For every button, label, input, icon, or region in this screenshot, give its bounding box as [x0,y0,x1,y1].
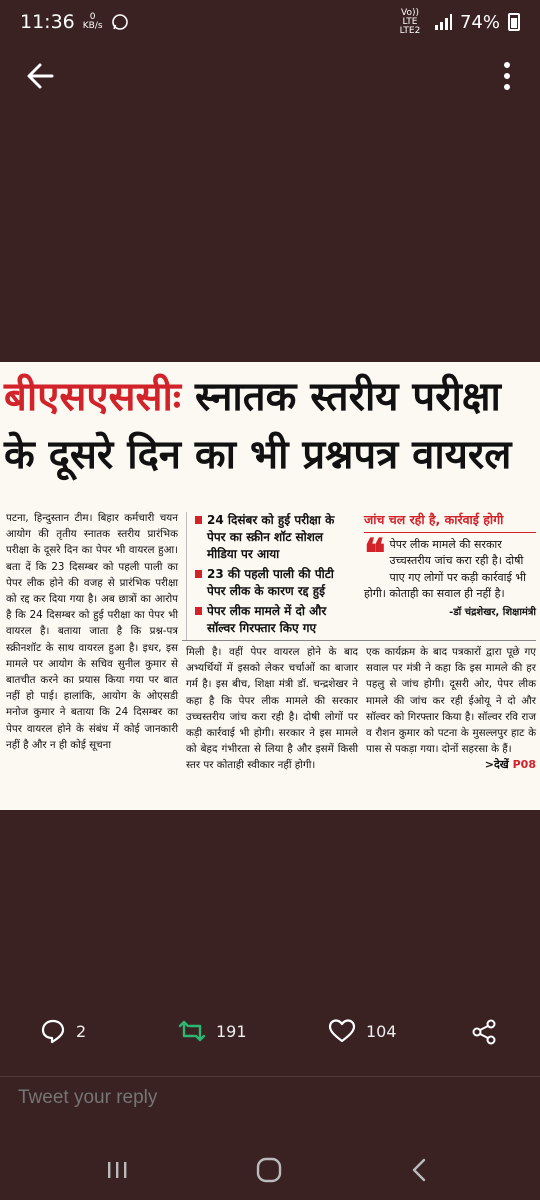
article-column-3 [366,644,536,774]
system-nav-bar [0,1140,540,1200]
newspaper-clipping-image[interactable] [0,362,540,810]
retweet-count: 191 [216,1021,247,1041]
heart-icon [328,1018,356,1044]
data-speed: 0 KB/s [82,12,103,31]
battery-percent: 74% [459,11,500,33]
headline-line-2: के दूसरे दिन का भी प्रश्नपत्र वायरल [4,431,512,478]
retweet-button[interactable] [178,1018,247,1044]
quote-mark-icon: ❝ [364,530,386,577]
quote-text: पेपर लीक मामले की सरकार उच्चस्तरीय जांच करा रही है। दोषी पाए गए लोगों पर कड़ी कार्रवाई भी होगी। कोताही का सवाल ही नहीं है। [364,538,526,601]
more-vertical-icon[interactable] [492,56,522,96]
reply-count: 2 [76,1021,87,1041]
article-column-2: मिली है। वहीं पेपर वायरल होने के बाद अभ्यर्थियों में इसको लेकर चर्चाओं का बाजार गर्म है। इस बीच, शिक्षा मंत्री डॉ. चन्द्रशेखर ने कहा है कि पेपर लीक मामले की सरकार उच्चस्तरीय जांच करा रही है। दोषी लोगों पर कड़ी कार्रवाई भी होगी। सरकार ने इस मामले को बेहद गंभीरता से लिया है और इसमें किसी स्तर पर कोताही स्वीकार नहीं होगी। [186,646,358,772]
reply-button[interactable] [40,1018,86,1044]
share-icon [470,1018,498,1046]
column-divider [182,640,536,641]
highlight-item: पेपर लीक मामले में दो और सॉल्वर गिरफ्तार किए गए [195,603,356,637]
highlights-box [186,512,356,640]
quote-signature: -डॉ चंद्रशेखर, शिक्षामंत्री [449,606,536,618]
headline-black-part: स्नातक स्तरीय परीक्षा [194,373,501,420]
highlight-item: 24 दिसंबर को हुई परीक्षा के पेपर का स्क्रीन शॉट सोशल मीडिया पर आया [195,512,356,563]
reply-composer [0,1076,540,1120]
battery-icon [508,13,520,31]
whatsapp-icon [111,13,129,31]
recents-icon[interactable] [102,1156,132,1184]
reply-input[interactable] [18,1087,498,1109]
image-viewer-topbar [0,48,540,104]
status-bar [0,0,540,44]
share-button[interactable] [470,1018,498,1046]
reply-icon [40,1018,66,1044]
article-headline [4,368,536,484]
network-label: Vo)) LTE LTE2 [399,7,421,36]
signal-icon [434,14,452,30]
like-count: 104 [366,1021,397,1041]
highlight-item: 23 की पहली पाली की पीटी पेपर लीक के कारण रद्द हुई [195,566,356,600]
page-ref: P08 [512,758,536,772]
back-arrow-icon[interactable] [22,58,62,94]
headline-red-part: बीएसएससीः [4,373,181,420]
home-icon[interactable] [254,1156,284,1184]
see-more: >देखें P08 [484,758,536,772]
article-column-3-text: एक कार्यक्रम के बाद पत्रकारों द्वारा पूछे गए सवाल पर मंत्री ने कहा कि इस मामले की हर पहलु से जांच होगी। दूसरी ओर, पेपर लीक मामले की जांच कर रही ईओयू ने दो और सॉल्वर को गिरफ्तार किया है। सॉल्वर रवि राज व रौशन कुमार को पटना के मुसल्लपुर हाट के पास से पकड़ा गया। दोनों सहरसा के हैं। [366,646,536,756]
article-column-1: पटना, हिन्दुस्तान टीम। बिहार कर्मचारी चयन आयोग की तृतीय स्नातक स्तरीय प्रारंभिक परीक्षा के दूसरे दिन का पेपर भी वायरल हुआ। बता दें कि 23 दिसम्बर को पहली पाली का पेपर लीक होने की वजह से प्रारंभिक परीक्षा को रद्द कर दिया गया है। अब छात्रों का आरोप है कि 24 दिसम्बर को हुई परीक्षा का पेपर भी वायरल है। बताया जाता है कि प्रश्न-पत्र स्क्रीनशॉट के साथ वायरल हुआ है। इधर, इस मामले पर आयोग के सचिव सुनील कुमार से बातचीत करने का प्रयास किया गया पर बात नहीं हो पाई। हालांकि, आयोग के ओएसडी मनोज कुमार ने बताया कि 24 दिसम्बर का पेपर वायरल होने के संबंध में कोई जानकारी नहीं है और न ही कोई सूचना [6,512,178,751]
tweet-actions [0,1012,540,1052]
status-time: 11:36 [20,11,75,33]
retweet-icon [178,1018,206,1044]
quote-box [364,510,536,618]
back-nav-icon[interactable] [404,1156,434,1184]
quote-heading: जांच चल रही है, कार्रवाई होगी [364,510,536,533]
like-button[interactable] [328,1018,397,1044]
